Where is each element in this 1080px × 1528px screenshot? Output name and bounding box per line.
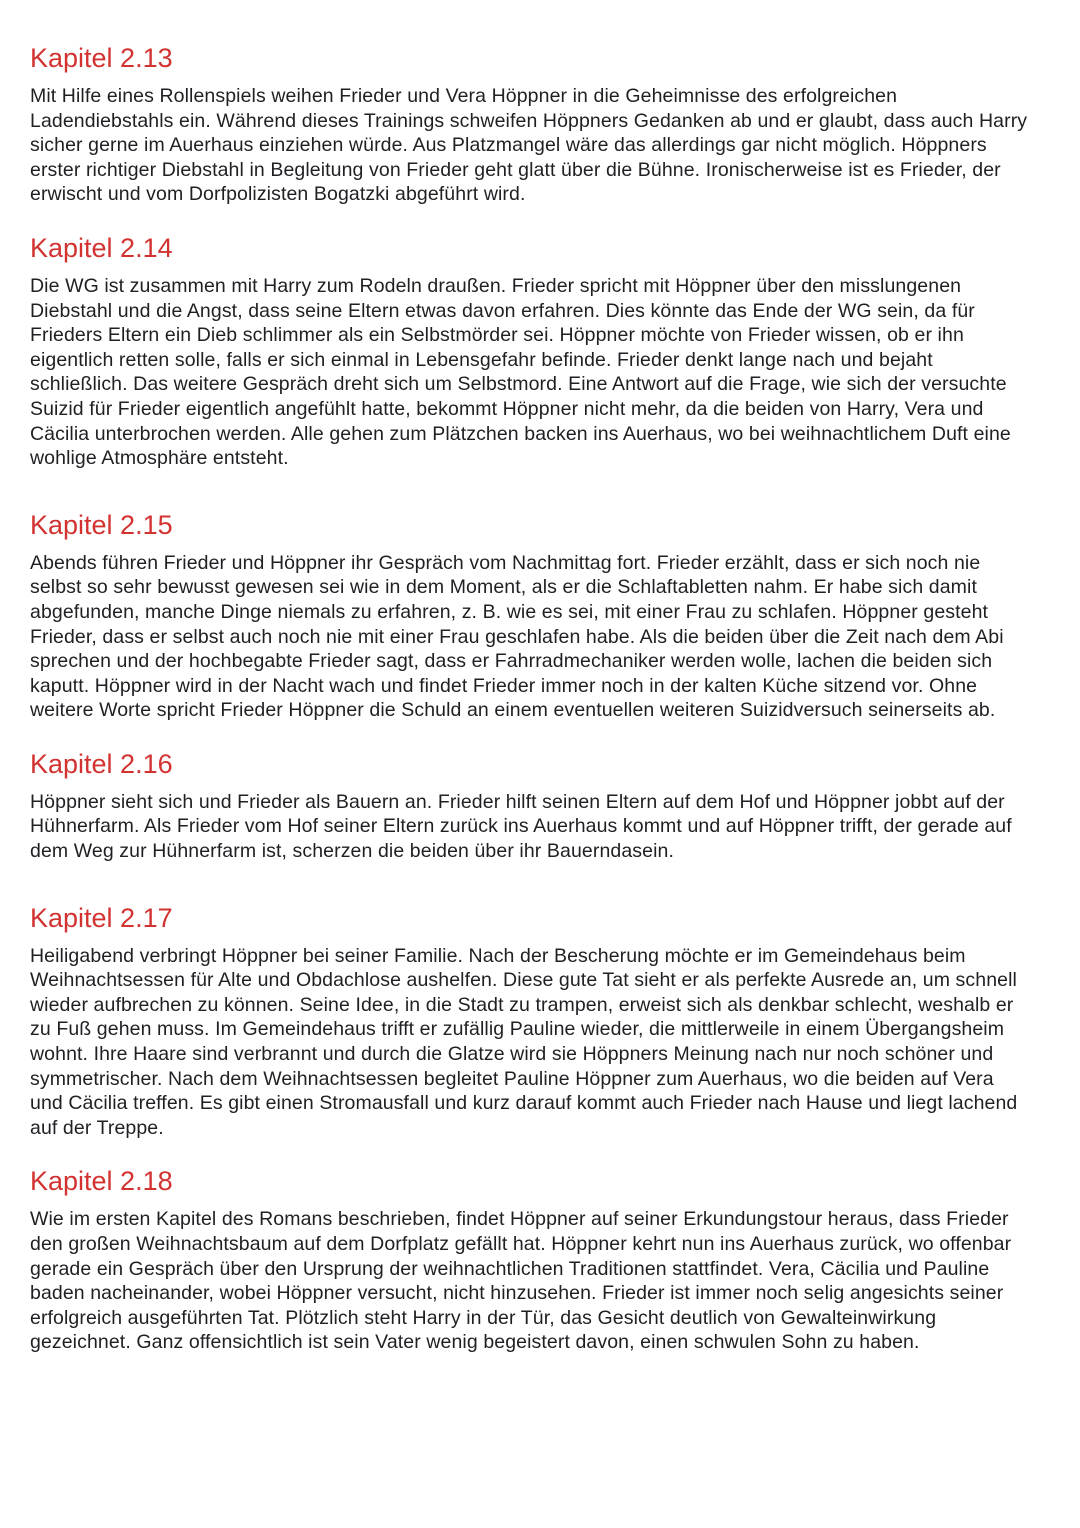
chapter-body-2-14: Die WG ist zusammen mit Harry zum Rodeln draußen. Frieder spricht mit Höppner über den misslungenen Diebstahl und die Angst, dass seine Eltern etwas davon erfahren. Dies könnte das Ende der WG sein, da für Frieders Eltern ein Dieb schlimmer als ein Selbstmörder sei. Höppner möchte von Frieder wissen, ob er ihn eigentlich retten solle, falls er sich einmal in Lebensgefahr befinde. Frieder denkt lange nach und bejaht schließlich. Das weitere Gespräch dreht sich um Selbstmord. Eine Antwort auf die Frage, wie sich der versuchte Suizid für Frieder eigentlich angefühlt hatte, bekommt Höppner nicht mehr, da die beiden von Harry, Vera und Cäcilia unterbrochen werden. Alle gehen zum Plätzchen backen ins Auerhaus, wo bei weihnachtlichem Duft eine wohlige Atmosphäre entsteht. <box>30 274 1011 470</box>
chapter-title-2-18: Kapitel 2.18 <box>30 1166 173 1197</box>
chapter-body-2-13: Mit Hilfe eines Rollenspiels weihen Frieder und Vera Höppner in die Geheimnisse des erfolgreichen Ladendiebstahls ein. Während dieses Trainings schweifen Höppners Gedanken ab und er glaubt, dass auch Harry sicher gerne im Auerhaus einziehen würde. Aus Platzmangel wäre das allerdings gar nicht möglich. Höppners erster richtiger Diebstahl in Begleitung von Frieder geht glatt über die Bühne. Ironischerweise ist es Frieder, der erwischt und vom Dorfpolizisten Bogatzki abgeführt wird. <box>30 85 1028 206</box>
chapter-section-2-13 <box>30 42 1032 207</box>
chapter-body-2-16: Höppner sieht sich und Frieder als Bauern an. Frieder hilft seinen Eltern auf dem Hof und Höppner jobbt auf der Hühnerfarm. Als Frieder vom Hof seiner Eltern zurück ins Auerhaus kommt und auf Höppner trifft, der gerade auf dem Weg zur Hühnerfarm ist, scherzen die beiden über ihr Bauerndasein. <box>30 790 1012 863</box>
chapter-section-2-15 <box>30 509 1032 723</box>
chapter-title-2-16: Kapitel 2.16 <box>30 748 173 779</box>
chapter-body-2-15: Abends führen Frieder und Höppner ihr Gespräch vom Nachmittag fort. Frieder erzählt, dass er sich noch nie selbst so sehr bewusst gewesen sei wie in dem Moment, als er die Schlaftabletten nahm. Er habe sich damit abgefunden, manche Dinge niemals zu erfahren, z. B. wie es sei, mit einer Frau zu schlafen. Höppner gesteht Frieder, dass er selbst auch noch nie mit einer Frau geschlafen habe. Als die beiden über die Zeit nach dem Abi sprechen und der hochbegabte Frieder sagt, dass er Fahrradmechaniker werden wolle, lachen die beiden sich kaputt. Höppner wird in der Nacht wach und findet Frieder immer noch in der kalten Küche sitzend vor. Ohne weitere Worte spricht Frieder Höppner die Schuld an einem eventuellen weiteren Suizidversuch seinerseits ab. <box>30 551 1004 722</box>
chapter-title-2-13: Kapitel 2.13 <box>30 43 173 73</box>
chapter-section-2-17 <box>30 902 1032 1141</box>
chapter-body-2-17: Heiligabend verbringt Höppner bei seiner Familie. Nach der Bescherung möchte er im Gemeindehaus beim Weihnachtsessen für Alte und Obdachlose aushelfen. Diese gute Tat sieht er als perfekte Ausrede an, um schnell wieder aufbrechen zu können. Seine Idee, in die Stadt zu trampen, erweist sich als denkbar schlecht, weshalb er zu Fuß gehen muss. Im Gemeindehaus trifft er zufällig Pauline wieder, die mittlerweile in einem Übergangsheim wohnt. Ihre Haare sind verbrannt und durch die Glatze wird sie Höppners Meinung nach nur noch schöner und symmetrischer. Nach dem Weihnachtsessen begleitet Pauline Höppner zum Auerhaus, wo die beiden auf Vera und Cäcilia treffen. Es gibt einen Stromausfall und kurz darauf kommt auch Frieder nach Hause und liegt lachend auf der Treppe. <box>30 944 1018 1139</box>
chapter-section-2-14 <box>30 232 1032 471</box>
chapter-section-2-18 <box>30 1165 1032 1355</box>
chapter-title-2-14: Kapitel 2.14 <box>30 232 173 263</box>
chapter-title-2-15: Kapitel 2.15 <box>30 509 173 540</box>
chapter-body-2-18: Wie im ersten Kapitel des Romans beschrieben, findet Höppner auf seiner Erkundungstour heraus, dass Frieder den großen Weihnachtsbaum auf dem Dorfplatz gefällt hat. Höppner kehrt nun ins Auerhaus zurück, wo offenbar gerade ein Gespräch über den Ursprung der weihnachtlichen Traditionen stattfindet. Vera, Cäcilia und Pauline baden nacheinander, wobei Höppner versucht, nicht hinzusehen. Frieder ist immer noch selig angesichts seiner erfolgreich ausgeführten Tat. Plötzlich steht Harry in der Tür, das Gesicht deutlich von Gewalteinwirkung gezeichnet. Ganz offensichtlich ist sein Vater wenig begeistert davon, einen schwulen Sohn zu haben. <box>30 1208 1012 1354</box>
chapter-section-2-16 <box>30 748 1032 864</box>
chapter-title-2-17: Kapitel 2.17 <box>30 902 173 933</box>
